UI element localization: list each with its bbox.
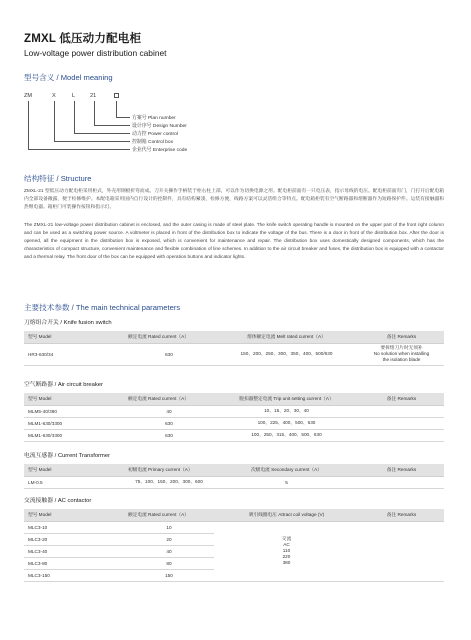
table-cell <box>359 429 444 441</box>
table-cell: MLC3-80 <box>24 557 124 569</box>
air-breaker-table <box>24 393 444 442</box>
current-transformer-title: 电流互感器 / Current Transformer <box>24 453 111 459</box>
table-cell: MLC3-10 <box>24 521 124 533</box>
leader-line <box>94 101 95 125</box>
model-code-x: X <box>52 93 56 99</box>
table-row <box>24 343 444 365</box>
model-label-control: 控制箱 Control box <box>132 140 174 145</box>
air-breaker-title: 空气断路器 / Air circuit breaker <box>24 382 103 388</box>
col-header: 次级电流 Secondary current（A） <box>214 464 359 476</box>
model-meaning-heading: 型号含义 / Model meaning <box>24 73 113 82</box>
col-header: 备注 Remarks <box>359 464 444 476</box>
model-code-l: L <box>72 93 76 99</box>
col-header: 吸引线圈电压 Attract coil voltage (V) <box>214 509 359 521</box>
table-cell: 100、225、400、500、630 <box>214 417 359 429</box>
leader-line <box>74 133 130 134</box>
model-label-power: 动力控 Power control <box>132 132 178 137</box>
col-header: 初级电流 Primary current（A） <box>124 464 214 476</box>
table-cell: 150、200、250、300、350、400、500/630 <box>214 343 359 365</box>
col-header: 型号 Model <box>24 393 124 405</box>
table-cell <box>359 476 444 488</box>
table-cell <box>359 405 444 417</box>
knife-switch-table <box>24 331 444 366</box>
current-transformer-table <box>24 464 444 489</box>
model-meaning-diagram <box>24 93 244 163</box>
col-header: 脱扣器整定电流 Trip unit setting current（A） <box>214 393 359 405</box>
table-cell: MLM5-40/390 <box>24 405 124 417</box>
table-cell: HR3-630/34 <box>24 343 124 365</box>
col-header: 额定电流 Rated current（A） <box>124 393 214 405</box>
table-cell: 10 <box>124 521 214 533</box>
leader-line <box>116 117 130 118</box>
page-title: ZMXL 低压动力配电柜 <box>24 33 142 45</box>
table-cell: MLC3-20 <box>24 533 124 545</box>
table-cell: 630 <box>124 417 214 429</box>
col-header: 备注 Remarks <box>359 509 444 521</box>
table-header-row <box>24 331 444 343</box>
col-header: 型号 Model <box>24 509 124 521</box>
table-row <box>24 405 444 417</box>
leader-line <box>54 141 130 142</box>
structure-text-cn: ZMXL-21 型低压动力配电柜采用柜式，外壳用钢板折弯而成。刀开关操作手柄装于柜右柱上部，可以作为切换电源之用。配电柜前面有一只电压表，指示母线的电压。配电柜前面有门，门打开后配电箱内全部设备敞露，便于检修维护。本配电箱采用国内自行设计的控制件，具有结构紧凑，检修方便，线路方案可以灵活组合等特点。配电箱柜装有空气断路器和熔断器作为短路保护件。运装有接触器和热继电器。箱柜门可装操作按钮和指示灯。 <box>24 189 444 210</box>
table-cell: 630 <box>124 429 214 441</box>
col-header: 型号 Model <box>24 331 124 343</box>
col-header: 额定电流 Rated current（A） <box>124 509 214 521</box>
structure-heading: 结构特征 / Structure <box>24 174 92 183</box>
leader-line <box>116 101 117 117</box>
leader-line <box>28 149 130 150</box>
ac-contactor-title: 交流接触器 / AC contactor <box>24 498 92 504</box>
model-label-plan: 方案号 Plan number <box>132 116 176 121</box>
table-cell: 40 <box>124 545 214 557</box>
table-cell: 5 <box>214 476 359 488</box>
table-cell <box>359 417 444 429</box>
leader-line <box>94 125 130 126</box>
table-cell: MLC3-40 <box>24 545 124 557</box>
structure-text-en: The ZMXL-21 low-voltage power distribution cabinet is enclosed, and the outer casing is made of steel plate. The knife switch operating handle is mounted on the upper part of the front right column and can be used as a switching power source. A voltmeter is placed in front of the distribution box to indicate the voltage of the bus. There is a door in front of the distribution box. After the door is opened, all the equipment in the distribution box is exposed, which is convenient for maintenance and repair. The distribution box uses domestically designed components, which has the characteristics of compact structure, convenient maintenance and flexible combination of line schemes. In addition to the air circuit breaker and fuses, the distribution box is equipped with a contactor and a thermal relay. The front door of the box can be equipped with operation buttons and indicator lights. <box>24 223 444 260</box>
table-row <box>24 521 444 533</box>
table-header-row <box>24 393 444 405</box>
col-header: 额定电流 Rated current（A） <box>124 331 214 343</box>
model-code-box <box>114 93 119 98</box>
table-cell: 10、15、20、30、40 <box>214 405 359 417</box>
table-cell: MLM1-630/3300 <box>24 429 124 441</box>
page-header <box>24 30 166 58</box>
table-cell <box>359 521 444 581</box>
model-code-21: 21 <box>90 93 97 99</box>
page-subtitle: Low-voltage power distribution cabinet <box>24 48 167 58</box>
col-header: 备注 Remarks <box>359 331 444 343</box>
leader-line <box>74 101 75 133</box>
model-code-zm: ZM <box>24 93 33 99</box>
table-cell: MLC3-150 <box>24 569 124 581</box>
table-row <box>24 417 444 429</box>
table-cell: 630 <box>124 343 214 365</box>
params-heading: 主要技术参数 / The main technical parameters <box>24 303 181 312</box>
coil-voltage-cell: 交流 AC 110 220 380 <box>214 521 359 581</box>
table-cell: LM-0.5 <box>24 476 124 488</box>
table-cell: 20 <box>124 533 214 545</box>
table-cell: 80 <box>124 557 214 569</box>
table-cell: 40 <box>124 405 214 417</box>
table-header-row <box>24 464 444 476</box>
col-header: 备注 Remarks <box>359 393 444 405</box>
model-label-enterprise: 企业代号 Enterprise code <box>132 148 188 153</box>
knife-switch-title: 刀熔组合开关 / Knife fusion switch <box>24 320 112 326</box>
table-row <box>24 429 444 441</box>
table-cell: MLM1-630/3300 <box>24 417 124 429</box>
col-header: 型号 Model <box>24 464 124 476</box>
col-header: 熔体额定电流 Melt rated current（A） <box>214 331 359 343</box>
ac-contactor-table <box>24 509 444 582</box>
model-label-design: 设计序号 Design Number <box>132 124 187 129</box>
leader-line <box>54 101 55 141</box>
leader-line <box>28 101 29 149</box>
table-cell: 150 <box>124 569 214 581</box>
table-header-row <box>24 509 444 521</box>
table-row <box>24 476 444 488</box>
table-cell: 100、250、315、400、500、630 <box>214 429 359 441</box>
table-cell: 75、100、150、200、300、600 <box>124 476 214 488</box>
table-cell: 要拆熔刀片时无须补 No solution when installing the isolation blade <box>359 343 444 365</box>
